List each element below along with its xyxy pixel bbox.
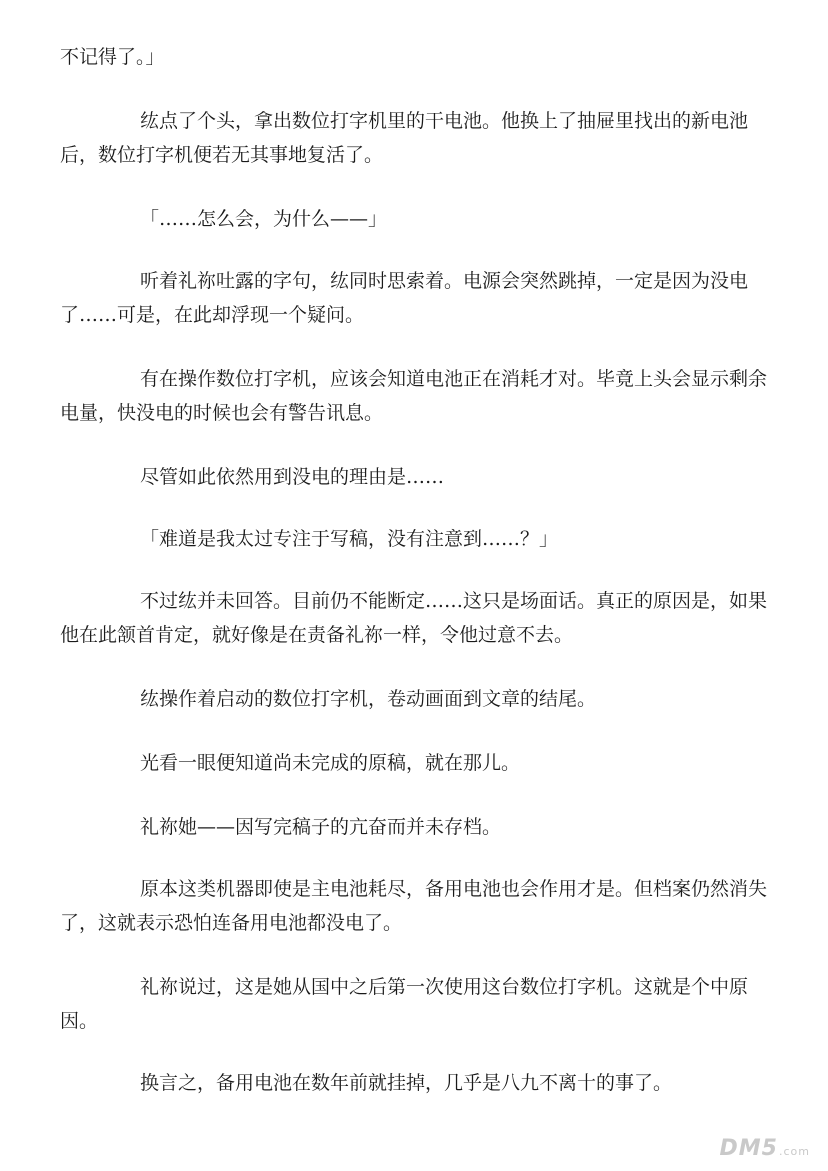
- paragraph-14: 换言之，备用电池在数年前就挂掉，几乎是八九不离十的事了。: [140, 1072, 673, 1094]
- watermark-suffix: .com: [779, 1145, 810, 1158]
- paragraph-11: 礼祢她——因写完稿子的亢奋而并未存档。: [140, 816, 502, 838]
- paragraph-13: 礼祢说过，这是她从国中之后第一次使用这台数位打字机。这就是个中原因。: [60, 976, 749, 1032]
- site-watermark-logo: [720, 1136, 810, 1161]
- paragraph-9: 纮操作着启动的数位打字机，卷动画面到文章的结尾。: [140, 688, 597, 710]
- paragraph-8: 不过纮并未回答。目前仍不能断定……这只是场面话。真正的原因是，如果他在此颔首肯定，就好像是在责备礼祢一样，令他过意不去。: [60, 590, 768, 646]
- paragraph-6: 尽管如此依然用到没电的理由是……: [140, 466, 445, 488]
- paragraph-1: 不记得了。」: [60, 46, 165, 68]
- paragraph-12: 原本这类机器即使是主电池耗尽，备用电池也会作用才是。但档案仍然消失了，这就表示恐怕连备用电池都没电了。: [60, 878, 768, 934]
- paragraph-4: 听着礼祢吐露的字句，纮同时思索着。电源会突然跳掉，一定是因为没电了……可是，在此却浮现一个疑问。: [60, 270, 749, 326]
- paragraph-7: 「难道是我太过专注于写稿，没有注意到……？」: [140, 528, 559, 550]
- paragraph-5: 有在操作数位打字机，应该会知道电池正在消耗才对。毕竟上头会显示剩余电量，快没电的时候也会有警告讯息。: [60, 368, 768, 424]
- paragraph-3: 「……怎么会，为什么——」: [140, 208, 388, 230]
- paragraph-10: 光看一眼便知道尚未完成的原稿，就在那儿。: [140, 752, 521, 774]
- paragraph-2: 纮点了个头，拿出数位打字机里的干电池。他换上了抽屉里找出的新电池后，数位打字机便若无其事地复活了。: [60, 110, 749, 166]
- watermark-main: DM5: [719, 1136, 778, 1161]
